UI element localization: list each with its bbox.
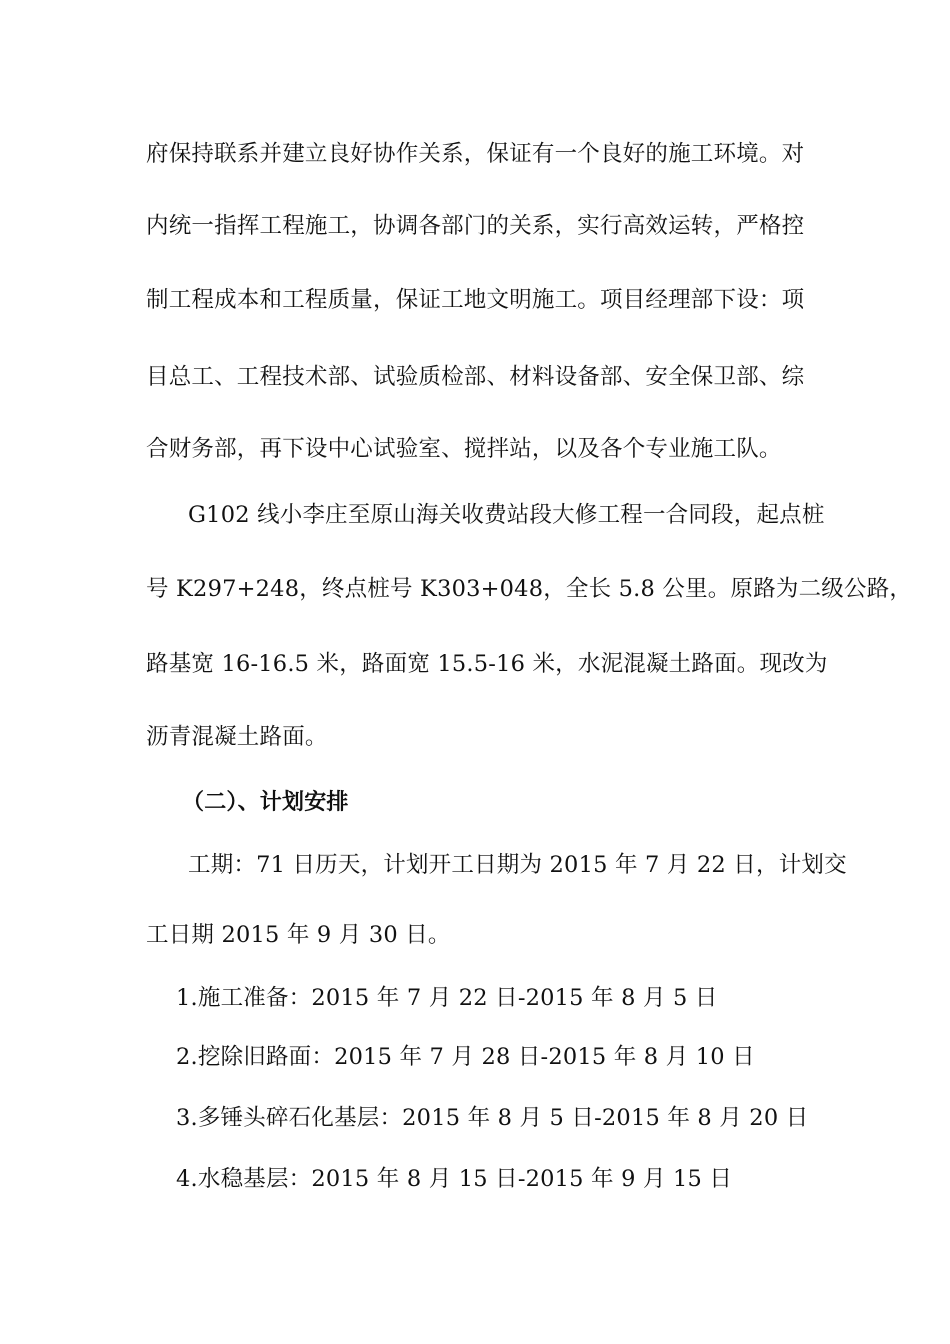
- paragraph-line: 合财务部，再下设中心试验室、搅拌站，以及各个专业施工队。: [146, 436, 782, 462]
- paragraph-line: 府保持联系并建立良好协作关系，保证有一个良好的施工环境。对: [146, 141, 805, 167]
- schedule-item: 2.挖除旧路面：2015 年 7 月 28 日-2015 年 8 月 10 日: [176, 1044, 755, 1070]
- paragraph-line: G102 线小李庄至原山海关收费站段大修工程一合同段，起点桩: [188, 502, 825, 528]
- paragraph-line: 内统一指挥工程施工，协调各部门的关系，实行高效运转，严格控: [146, 213, 805, 239]
- paragraph-line: 目总工、工程技术部、试验质检部、材料设备部、安全保卫部、综: [146, 364, 805, 390]
- paragraph-line: 号 K297+248，终点桩号 K303+048，全长 5.8 公里。原路为二级公路，: [146, 576, 913, 602]
- paragraph-line: 工期：71 日历天，计划开工日期为 2015 年 7 月 22 日，计划交: [188, 852, 847, 878]
- schedule-item: 4.水稳基层：2015 年 8 月 15 日-2015 年 9 月 15 日: [176, 1166, 733, 1192]
- paragraph-line: 工日期 2015 年 9 月 30 日。: [146, 922, 451, 948]
- schedule-item: 1.施工准备：2015 年 7 月 22 日-2015 年 8 月 5 日: [176, 985, 718, 1011]
- paragraph-line: 路基宽 16-16.5 米，路面宽 15.5-16 米，水泥混凝土路面。现改为: [146, 651, 828, 677]
- section-heading: （二）、计划安排: [182, 790, 349, 815]
- paragraph-line: 制工程成本和工程质量，保证工地文明施工。项目经理部下设：项: [146, 287, 805, 313]
- schedule-item: 3.多锤头碎石化基层：2015 年 8 月 5 日-2015 年 8 月 20 日: [176, 1105, 809, 1131]
- paragraph-line: 沥青混凝土路面。: [146, 724, 328, 750]
